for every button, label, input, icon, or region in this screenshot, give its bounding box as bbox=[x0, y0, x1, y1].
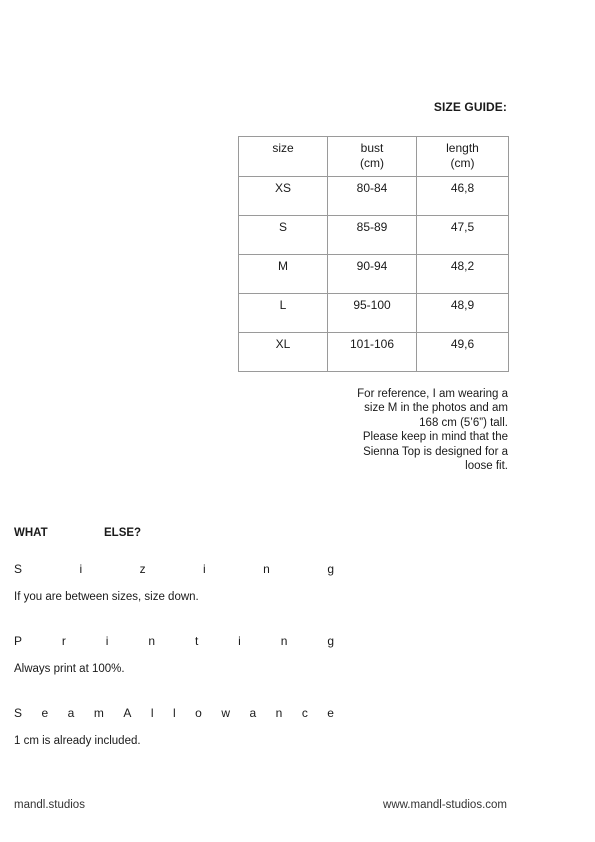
heading-letter: w bbox=[221, 706, 230, 720]
header-length: length (cm) bbox=[417, 137, 509, 177]
note-line: Please keep in mind that the bbox=[362, 431, 508, 444]
footer-brand: mandl.studios bbox=[14, 799, 85, 811]
table-row bbox=[239, 333, 509, 372]
cell-bust: 80-84 bbox=[328, 177, 417, 216]
heading-letter: a bbox=[67, 706, 75, 720]
size-guide-title: SIZE GUIDE: bbox=[433, 100, 507, 114]
cell-bust: 85-89 bbox=[328, 216, 417, 255]
heading-letter: g bbox=[327, 634, 334, 648]
section-text-sizing: If you are between sizes, size down. bbox=[14, 591, 199, 603]
heading-letter: c bbox=[301, 706, 308, 720]
section-heading-seam-allowance bbox=[14, 706, 334, 720]
cell-bust: 90-94 bbox=[328, 255, 417, 294]
cell-length: 49,6 bbox=[417, 333, 509, 372]
table-row bbox=[239, 216, 509, 255]
header-bust: bust (cm) bbox=[328, 137, 417, 177]
heading-letter: m bbox=[93, 706, 104, 720]
table-row bbox=[239, 177, 509, 216]
note-line: loose fit. bbox=[465, 460, 508, 473]
header-size: size bbox=[239, 137, 328, 177]
fit-reference-note bbox=[328, 387, 508, 473]
heading-letter: z bbox=[139, 562, 146, 576]
section-heading-sizing bbox=[14, 562, 334, 576]
what-else-word1: WHAT bbox=[14, 527, 48, 539]
heading-letter: n bbox=[275, 706, 283, 720]
heading-letter: i bbox=[79, 562, 83, 576]
size-table bbox=[238, 136, 509, 372]
table-row bbox=[239, 294, 509, 333]
cell-size: XS bbox=[239, 177, 328, 216]
heading-letter: A bbox=[123, 706, 132, 720]
heading-letter: i bbox=[238, 634, 241, 648]
table-header-row bbox=[239, 137, 509, 177]
heading-letter: o bbox=[195, 706, 202, 720]
table-row bbox=[239, 255, 509, 294]
heading-letter: S bbox=[14, 562, 23, 576]
cell-length: 47,5 bbox=[417, 216, 509, 255]
footer-website[interactable]: www.mandl-studios.com bbox=[383, 799, 507, 811]
note-line: size M in the photos and am bbox=[364, 402, 508, 415]
heading-letter: r bbox=[61, 634, 66, 648]
cell-size: M bbox=[239, 255, 328, 294]
heading-letter: n bbox=[263, 562, 270, 576]
cell-length: 48,2 bbox=[417, 255, 509, 294]
heading-letter: i bbox=[203, 562, 206, 576]
heading-letter: i bbox=[105, 634, 109, 648]
cell-bust: 95-100 bbox=[328, 294, 417, 333]
section-heading-printing bbox=[14, 634, 334, 648]
cell-bust: 101-106 bbox=[328, 333, 417, 372]
note-line: 168 cm (5’6”) tall. bbox=[419, 416, 508, 429]
cell-size: XL bbox=[239, 333, 328, 372]
heading-letter: l bbox=[150, 706, 154, 720]
heading-letter: g bbox=[327, 562, 334, 576]
heading-letter: e bbox=[327, 706, 334, 720]
what-else-word2: ELSE? bbox=[104, 527, 142, 539]
heading-letter: n bbox=[280, 634, 288, 648]
cell-size: L bbox=[239, 294, 328, 333]
heading-letter: P bbox=[14, 634, 23, 648]
heading-letter: e bbox=[41, 706, 49, 720]
note-line: For reference, I am wearing a bbox=[357, 388, 508, 400]
heading-letter: S bbox=[14, 706, 23, 720]
note-line: Sienna Top is designed for a bbox=[363, 445, 508, 458]
cell-length: 48,9 bbox=[417, 294, 509, 333]
heading-letter: a bbox=[249, 706, 257, 720]
heading-letter: n bbox=[148, 634, 156, 648]
cell-length: 46,8 bbox=[417, 177, 509, 216]
section-text-seam-allowance: 1 cm is already included. bbox=[14, 735, 141, 747]
heading-letter: l bbox=[172, 706, 176, 720]
heading-letter: t bbox=[194, 634, 199, 648]
section-text-printing: Always print at 100%. bbox=[14, 663, 125, 675]
cell-size: S bbox=[239, 216, 328, 255]
